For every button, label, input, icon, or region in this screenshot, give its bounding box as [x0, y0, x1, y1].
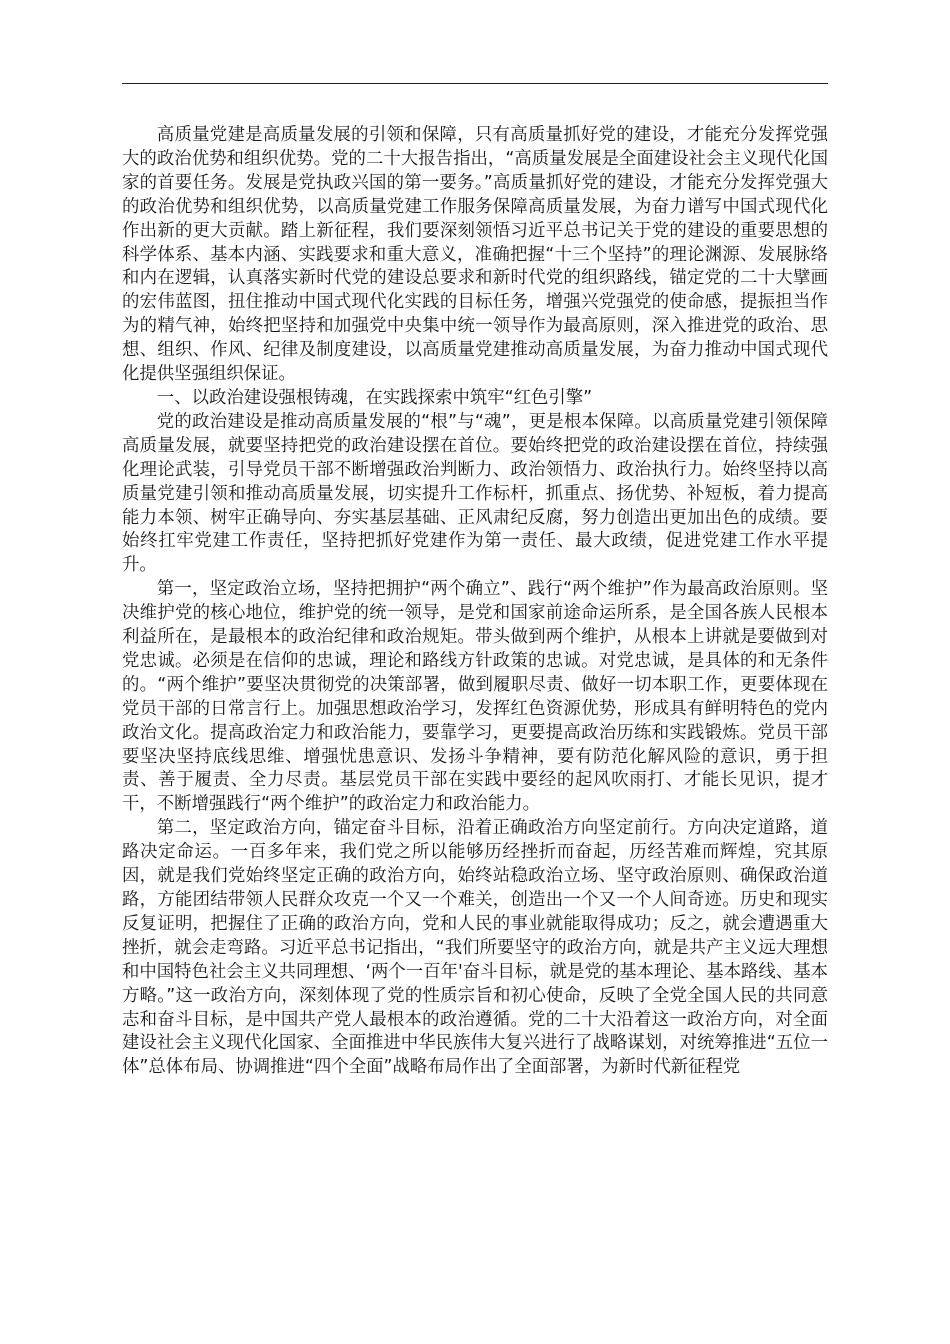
- header-rule: [122, 83, 828, 84]
- body-paragraph: 党的政治建设是推动高质量发展的“根”与“魂”，更是根本保障。以高质量党建引领保障高质量发展，就要坚持把党的政治建设摆在首位。要始终把党的政治建设摆在首位，持续强化理论武装，引导党员干部不断增强政治判断力、政治领悟力、政治执行力。始终坚持以高质量党建引领和推动高质量发展，切实提升工作标杆，抓重点、扬优势、补短板，着力提高能力本领、树牢正确导向、夯实基层基础、正风肃纪反腐，努力创造出更加出色的成绩。要始终扛牢党建工作责任，坚持把抓好党建作为第一责任、最大政绩，促进党建工作水平提升。: [122, 411, 828, 576]
- intro-paragraph: 高质量党建是高质量发展的引领和保障，只有高质量抓好党的建设，才能充分发挥党强大的政治优势和组织优势。党的二十大报告指出，“高质量发展是全面建设社会主义现代化国家的首要任务。发展是党执政兴国的第一要务。”高质量抓好党的建设，才能充分发挥党强大的政治优势和组织优势，以高质量党建工作服务保障高质量发展，为奋力谱写中国式现代化作出新的更大贡献。踏上新征程，我们要深刻领悟习近平总书记关于党的建设的重要思想的科学体系、基本内涵、实践要求和重大意义，准确把握“十三个坚持”的理论渊源、发展脉络和内在逻辑，认真落实新时代党的建设总要求和新时代党的组织路线，锚定党的二十大擘画的宏伟蓝图，扭住推动中国式现代化实践的目标任务，增强兴党强党的使命感，提振担当作为的精气神，始终把坚持和加强党中央集中统一领导作为最高原则，深入推进党的政治、思想、组织、作风、纪律及制度建设，以高质量党建推动高质量发展，为奋力推动中国式现代化提供坚强组织保证。: [122, 125, 828, 385]
- body-paragraph: 第二，坚定政治方向，锚定奋斗目标，沿着正确政治方向坚定前行。方向决定道路，道路决定命运。一百多年来，我们党之所以能够历经挫折而奋起，历经苦难而辉煌，究其原因，就是我们党始终坚定正确的政治方向，始终站稳政治立场、坚守政治原则、确保政治道路，方能团结带领人民群众攻克一个又一个难关，创造出一个又一个人间奇迹。历史和现实反复证明，把握住了正确的政治方向，党和人民的事业就能取得成功；反之，就会遭遇重大挫折，就会走弯路。习近平总书记指出，“我们所要坚守的政治方向，就是共产主义远大理想和中国特色社会主义共同理想、‘两个一百年'奋斗目标，就是党的基本理论、基本路线、基本方略。”这一政治方向，深刻体现了党的性质宗旨和初心使命，反映了全党全国人民的共同意志和奋斗目标，是中国共产党人最根本的政治遵循。党的二十大沿着这一政治方向，对全面建设社会主义现代化国家、全面推进中华民族伟大复兴进行了战略谋划，对统筹推进“五位一体”总体布局、协调推进“四个全面”战略布局作出了全面部署，为新时代新征程党: [122, 818, 828, 1078]
- document-body: [122, 124, 828, 1080]
- body-paragraph: 第一，坚定政治立场，坚持把拥护“两个确立”、践行“两个维护”作为最高政治原则。坚决维护党的核心地位，维护党的统一领导，是党和国家前途命运所系，是全国各族人民根本利益所在，是最根本的政治纪律和政治规矩。带头做到两个维护，从根本上讲就是要做到对党忠诚。必须是在信仰的忠诚，理论和路线方针政策的忠诚。对党忠诚，是具体的和无条件的。“两个维护”要坚决贯彻党的决策部署，做到履职尽责、做好一切本职工作，更要体现在党员干部的日常言行上。加强思想政治学习，发挥红色资源优势，形成具有鲜明特色的党内政治文化。提高政治定力和政治能力，要靠学习，更要提高政治历练和实践锻炼。党员干部要坚决坚持底线思维、增强忧患意识、发扬斗争精神，要有防范化解风险的意识，勇于担责、善于履责、全力尽责。基层党员干部在实践中要经的起风吹雨打、才能长见识，提才干，不断增强践行“两个维护”的政治定力和政治能力。: [122, 579, 828, 815]
- section-heading: 一、以政治建设强根铸魂，在实践探索中筑牢“红色引擎”: [156, 387, 593, 408]
